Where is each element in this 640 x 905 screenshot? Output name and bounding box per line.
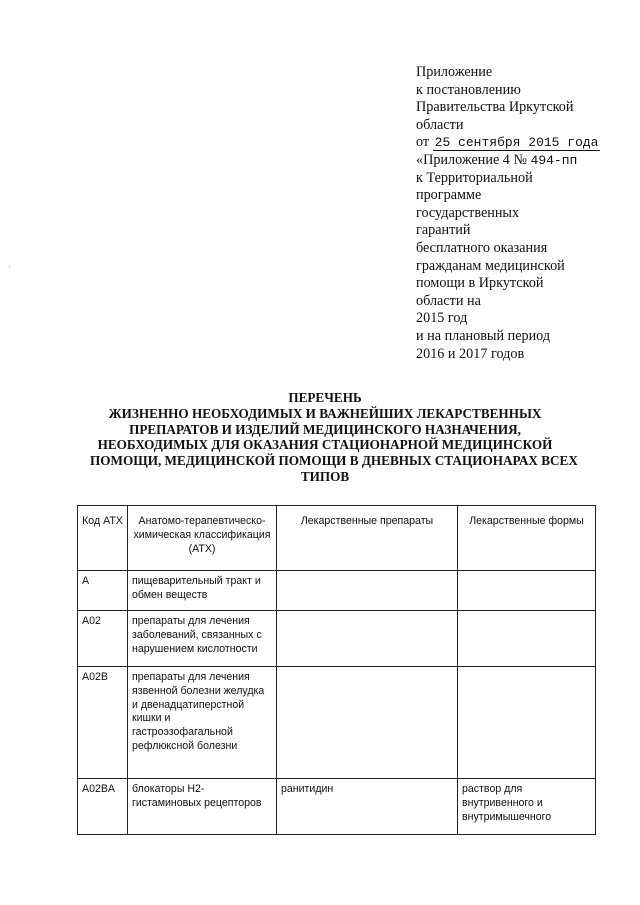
cell-dosage-form [458,571,596,611]
cell-drug [277,667,458,779]
title-line: ПРЕПАРАТОВ И ИЗДЕЛИЙ МЕДИЦИНСКОГО НАЗНАЧЕНИЯ, [129,421,521,437]
number-value: 494-пп [530,152,578,168]
document-title [90,390,578,485]
drug-list-table [77,505,596,835]
cell-drug [277,571,458,611]
header-dosage-forms: Лекарственные формы [458,506,596,571]
annex-date-line [416,134,626,152]
table-row [78,667,596,779]
annex-line: к постановлению [416,81,521,98]
date-prefix: от [416,134,430,151]
annex-number-line [416,152,626,170]
table-row [78,571,596,611]
table-body [78,571,596,835]
title-heading: ПЕРЕЧЕНЬ [288,390,362,405]
annex-block [416,64,626,363]
annex-line: 2015 год [416,310,468,327]
title-line: ПОМОЩИ, МЕДИЦИНСКОЙ ПОМОЩИ В ДНЕВНЫХ СТАЦИОНАРАХ ВСЕХ [90,453,578,469]
cell-atc-classification: блокаторы H2-гистаминовых рецепторов [128,779,277,835]
cell-dosage-form [458,611,596,667]
annex-line: 2016 и 2017 годов [416,345,525,362]
cell-atc-classification: препараты для лечения язвенной болезни желудка и двенадцатиперстной кишки и гастроэзофагальной рефлюксной болезни [128,667,277,779]
cell-atc-code: A02B [78,667,128,779]
annex-line: области на [416,292,481,309]
table-header-row [78,506,596,571]
annex-lines [416,170,626,364]
annex-line: и на плановый период [416,327,551,344]
title-line: ТИПОВ [300,468,350,484]
annex-line: гарантий [416,222,471,239]
cell-atc-classification: препараты для лечения заболеваний, связанных с нарушением кислотности [128,611,277,667]
cell-atc-code: A [78,571,128,611]
annex-line: гражданам медицинской [416,257,565,274]
cell-atc-code: A02 [78,611,128,667]
header-atc-classification: Анатомо-терапевтическо-химическая классификация (АТХ) [128,506,277,571]
annex-line: помощи в Иркутской [416,275,544,292]
cell-atc-code: A02BA [78,779,128,835]
number-sign: № [513,151,527,168]
table-row [78,779,596,835]
appendix-label: «Приложение 4 [416,151,510,168]
table-row [78,611,596,667]
cell-dosage-form [458,667,596,779]
annex-line: Правительства Иркутской [416,99,574,116]
annex-line: программе [416,187,482,204]
annex-line: государственных [416,204,520,221]
cell-drug: ранитидин [277,779,458,835]
annex-line: к Территориальной [416,169,533,186]
annex-line: области [416,116,464,133]
cell-atc-classification: пищеварительный тракт и обмен веществ [128,571,277,611]
title-line: НЕОБХОДИМЫХ ДЛЯ ОКАЗАНИЯ СТАЦИОНАРНОЙ МЕДИЦИНСКОЙ [97,437,553,453]
header-atc-code: Код АТХ [78,506,128,571]
margin-mark: · [8,262,11,272]
date-value: 25 сентября 2015 года [434,135,599,151]
annex-line: бесплатного оказания [416,239,548,256]
title-line: ЖИЗНЕННО НЕОБХОДИМЫХ И ВАЖНЕЙШИХ ЛЕКАРСТВЕННЫХ [108,405,542,421]
cell-dosage-form: раствор для внутривенного и внутримышечного [458,779,596,835]
header-drugs: Лекарственные препараты [277,506,458,571]
annex-line: Приложение [416,64,493,80]
cell-drug [277,611,458,667]
